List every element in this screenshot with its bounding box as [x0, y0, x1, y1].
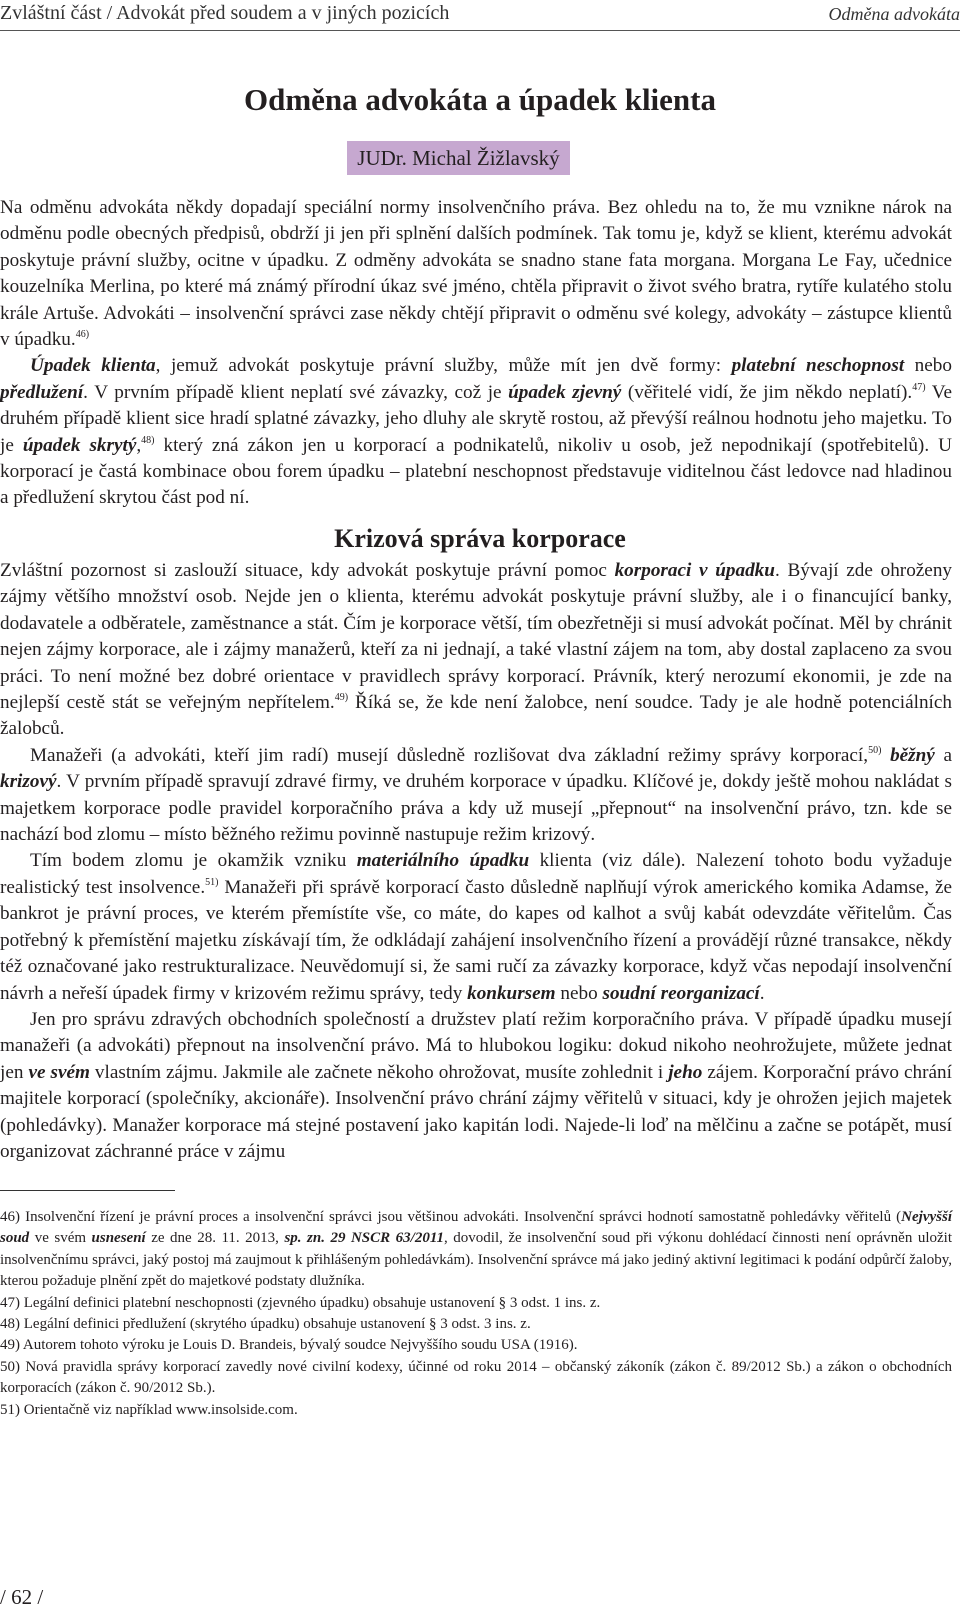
footnote-ref-51: 51)	[205, 876, 219, 888]
paragraph-intro: Na odměnu advokáta někdy dopadají speciální normy insolvenčního práva. Bez ohledu na to, že mu vznikne nárok na odměnu podle obecných předpisů, obdrží ji jen při splnění dalších podmínek. Tak tomu je, když se klient, kterému advokát poskytuje právní služby, ocitne v úpadku. Z odměny advokáta se snadno stane fata morgana. Morgana Le Fay, učednice kouzelníka Merlina, po které má známý přírodní úkaz své jméno, chtěla připravit o život svého bratra, rytíře kulatého stolu krále Artuše. Advokáti – insolvenční správci zase někdy chtějí připravit o odměnu své kolegy, advokáty – zástupce klientů v úpadku.$^{46)}$	[0, 197, 952, 351]
page-number: / 62 /	[0, 1585, 44, 1609]
paragraph-crisis-intro: Zvláštní pozornost si zaslouží situace, kdy advokát poskytuje právní pomoc korporaci v úpadku. Bývají zde ohroženy zájmy většího množství osob. Nejde jen o klienta, kterému advokát poskytuje právní služby, ale i o financující banky, dodavatele a odběratele, zaměstnance a stát. Čím je korporace větší, tím obezřetněji si musí advokát počínat. Měl by chránit nejen zájmy korporace, ale i zájmy manažerů, kteří za ni jednají, a také vlastní zájem na tom, aby dostal zaplaceno za svou práci. To není možné bez dobré orientace v pravidlech správy korporací. Právník, který nerozumí ekonomii, je zde na nejlepší cestě stát se veřejným nepřítelem.$^{49)}$ Říká se, že kde není žalobce, není soudce. Tady je ale hodně potenciálních žalobců.	[0, 560, 953, 740]
intro-text	[0, 195, 952, 512]
footnote-51: 51) Orientačně viz například www.insolside.com.	[0, 1401, 298, 1418]
footnotes	[0, 1207, 952, 1421]
running-header	[0, 0, 960, 31]
footnote-46: 46) Insolvenční řízení je právní proces a insolvenční správci jsou většinou advokáti. Insolvenční správci hodnotí samostatně pohledávky věřitelů (Nejvyšší soud ve svém usnesení ze dne 28. 11. 2013, sp. zn. 29 NSCR 63/2011, dovodil, že insolvenční soud při výkonu dohlédací činnosti není oprávněn uložit insolvenčnímu správci, jaký postoj má zaujmout k přihlášeným pohledávkám). Insolvenční správce má jako jediný aktivní legitimaci k podání odpůrčí žaloby, kterou požaduje plnění zpět do majetkové podstaty dlužníka.	[0, 1209, 952, 1290]
paragraph-corporate-law: Jen pro správu zdravých obchodních společností a družstev platí režim korporačního práva. V případě úpadku musejí manažeři (a advokáti) přepnout na insolvenční právo. Má to hlubokou logiku: dokud nikoho neohrožujete, můžete jednat jen ve svém vlastním zájmu. Jakmile ale začnete někoho ohrožovat, musíte zohlednit i jeho zájem. Korporační právo chrání majitele korporací (společníky, akcionáře). Insolvenční právo chrání zájmy věřitelů v situaci, kdy je ohrožen jejich majetek (pohledávky). Manažer korporace má stejné postavení jako kapitán lodi. Najede-li loď na mělčinu a začne se potápět, musí organizovat záchranné práce v zájmu	[0, 1008, 952, 1162]
header-article-name: Odměna advokáta	[828, 4, 960, 24]
header-section-path: Zvláštní část / Advokát před soudem a v jiných pozicích	[0, 2, 450, 24]
footnote-ref-48: 48)	[141, 434, 155, 446]
section-text	[0, 558, 952, 1165]
footnote-ref-46: 46)	[75, 329, 90, 341]
author-badge: JUDr. Michal Žižlavský	[347, 141, 570, 175]
footnote-ref-47: 47)	[912, 381, 926, 393]
paragraph-insolvency-forms: Úpadek klienta, jemuž advokát poskytuje právní služby, může mít jen dvě formy: platební neschopnost nebo předlužení. V prvním případě klient neplatí své závazky, což je úpadek zjevný (věřitelé vidí, že jim někdo neplatí).$^{47)}$ Ve druhém případě klient sice hradí splatné závazky, jeho dluhy ale skrytě rostou, až převýší reálnou hodnotu jeho majetku. To je úpadek skrytý,$^{48)}$ který zná zákon jen u korporací a podnikatelů, nikoliv u osob, jež nepodnikají (spotřebitelů). U korporací je častá kombinace obou forem úpadku – platební neschopnost představuje viditelnou část ledovce nad hladinou a předlužení skrytou část pod ní.	[0, 355, 952, 509]
footnote-ref-49: 49)	[334, 692, 349, 704]
footnote-50: 50) Nová pravidla správy korporací zavedly nové civilní kodexy, účinné od roku 2014 – občanský zákoník (zákon č. 89/2012 Sb.) a zákon o obchodních korporacích (zákon č. 90/2012 Sb.).	[0, 1358, 952, 1397]
footnote-47: 47) Legální definici platební neschopnosti (zjevného úpadku) obsahuje ustanovení § 3 odst. 1 ins. z.	[0, 1294, 601, 1311]
section-heading: Krizová správa korporace	[334, 524, 626, 553]
footnote-49: 49) Autorem tohoto výroku je Louis D. Brandeis, bývalý soudce Nejvyššího soudu USA (1916).	[0, 1337, 578, 1354]
article-title: Odměna advokáta a úpadek klienta	[244, 82, 716, 117]
footnote-divider	[0, 1190, 175, 1191]
paragraph-management-regimes: Manažeři (a advokáti, kteří jim radí) musejí důsledně rozlišovat dva základní režimy správy korporací,$^{50)}$ běžný a krizový. V prvním případě spravují zdravé firmy, ve druhém korporace v úpadku. Klíčové je, dokdy ještě mohou nakládat s majetkem korporace podle pravidel korporačního práva a kdy už musejí „přepnout“ na insolvenční právo, tzn. kde se nachází bod zlomu – místo běžného režimu povinně nastupuje režim krizový.	[0, 744, 952, 846]
paragraph-breaking-point: Tím bodem zlomu je okamžik vzniku materiálního úpadku klienta (viz dále). Nalezení tohoto bodu vyžaduje realistický test insolvence.$^{51)}$ Manažeři při správě korporací často důsledně naplňují výrok amerického komika Adamse, že bankrot je právní proces, ve kterém přemístíte vše, co máte, do kapes od kalhot a svůj kabát odevzdáte věřitelům. Čas potřebný k přemístění majetku získávají tím, že odkládají zahájení insolvenčního řízení a provádějí různé transakce, někdy též označované jako restrukturalizace. Neuvědomují si, že sami ručí za závazky korporace, když včas nepodají insolvenční návrh a neřeší úpadek firmy v krizovém režimu správy, tedy konkursem nebo soudní reorganizací.	[0, 850, 952, 1004]
footnote-48: 48) Legální definici předlužení (skrytého úpadku) obsahuje ustanovení § 3 odst. 3 ins. z.	[0, 1316, 531, 1333]
footnote-ref-50: 50)	[868, 744, 882, 756]
